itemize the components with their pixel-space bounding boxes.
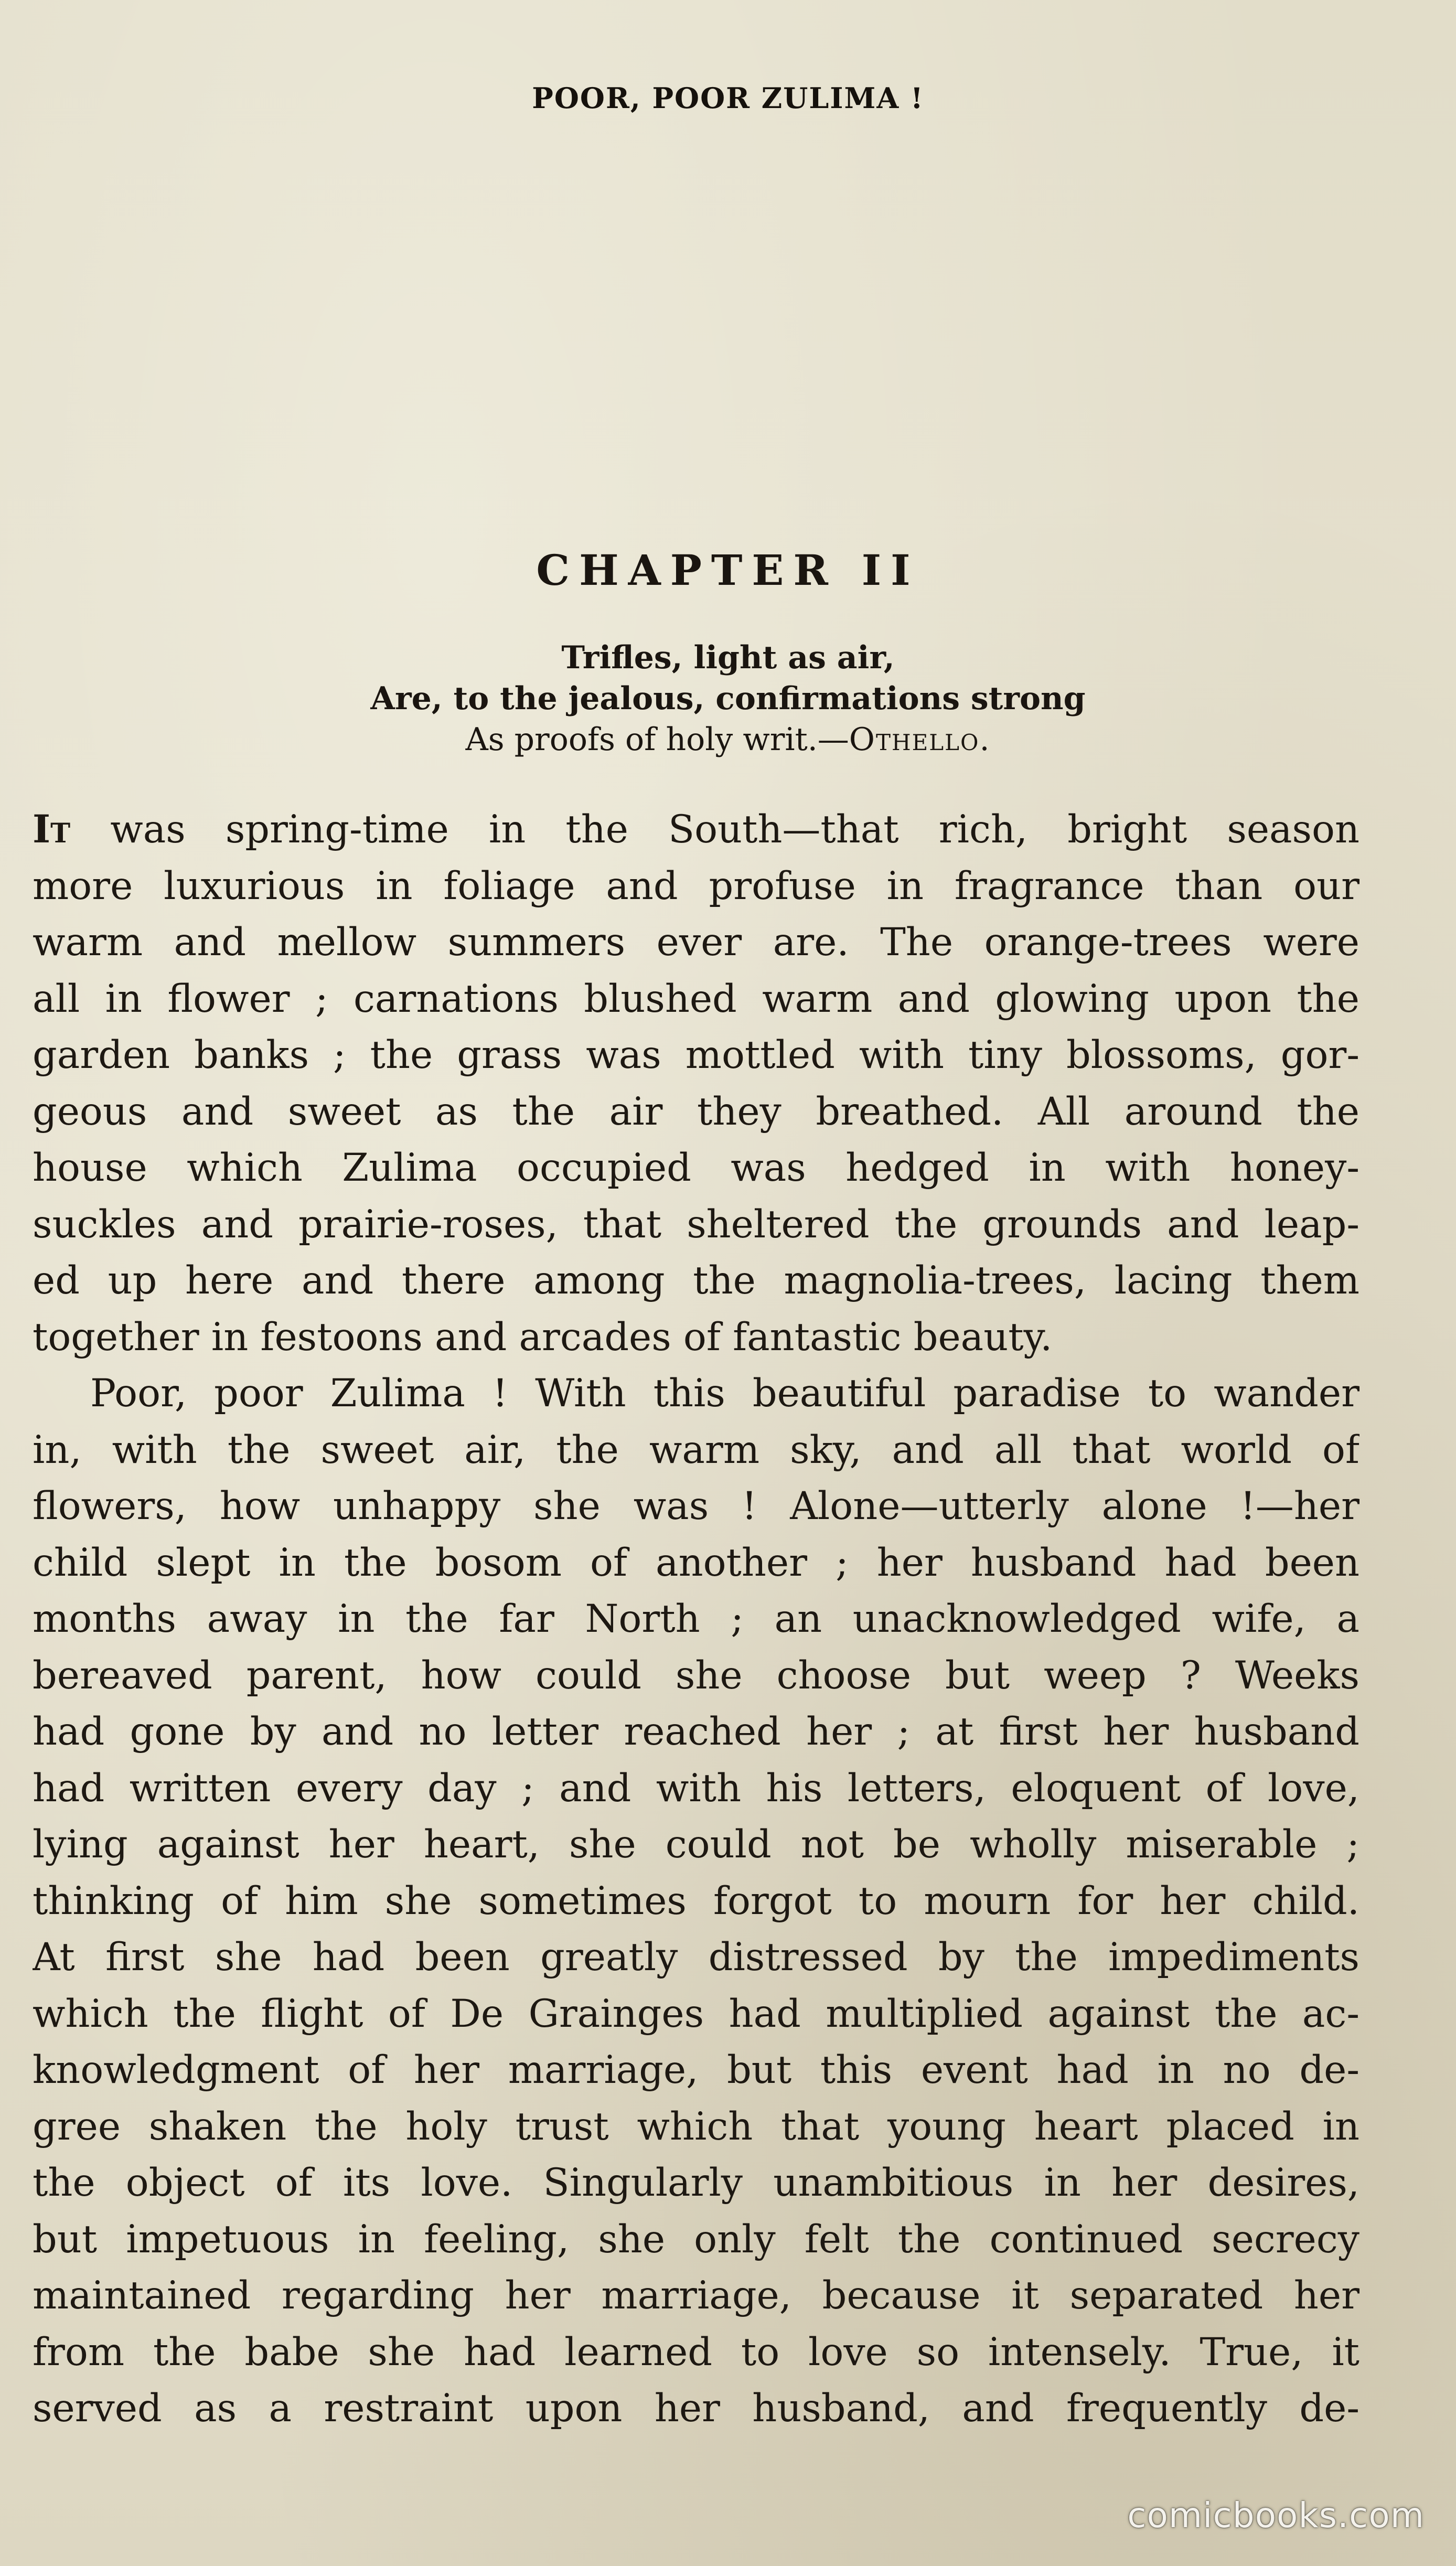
body-line — [33, 801, 1359, 858]
body-line: child slept in the bosom of another ; her husband had been — [33, 1540, 1359, 1585]
body-line: suckles and prairie-roses, that sheltered the grounds and leap- — [33, 1202, 1359, 1247]
body-line: had gone by and no letter reached her ; at first her husband — [33, 1709, 1359, 1754]
body-line: more luxurious in foliage and profuse in fragrance than our — [33, 863, 1359, 908]
body-line: bereaved parent, how could she choose but weep ? Weeks — [33, 1653, 1359, 1698]
body-line: knowledgment of her marriage, but this event had in no de- — [33, 2048, 1359, 2092]
watermark: comicbooks.com — [1127, 2495, 1425, 2536]
body-line: thinking of him she sometimes forgot to mourn for her child. — [33, 1878, 1359, 1923]
body-line: lying against her heart, she could not be wholly miserable ; — [33, 1822, 1359, 1867]
body-line: but impetuous in feeling, she only felt the continued secrecy — [33, 2217, 1359, 2262]
epigraph — [0, 637, 1456, 760]
body-line: which the flight of De Grainges had multiplied against the ac- — [33, 1991, 1359, 2036]
body-line: all in flower ; carnations blushed warm and glowing upon the — [33, 976, 1359, 1021]
body-line: together in festoons and arcades of fantastic beauty. — [33, 1314, 1053, 1360]
body-line: flowers, how unhappy she was ! Alone—utterly alone !—her — [33, 1484, 1359, 1528]
epigraph-line-text: As proofs of holy writ.— — [465, 721, 849, 758]
drop-cap: It — [33, 807, 71, 852]
facing-page-bleed-through — [42, 178, 1385, 467]
body-line: in, with the sweet air, the warm sky, and all that world of — [33, 1427, 1359, 1472]
chapter-body — [33, 801, 1359, 2437]
body-line: gree shaken the holy trust which that young heart placed in — [33, 2104, 1359, 2149]
epigraph-line: Trifles, light as air, — [561, 639, 895, 676]
body-line-text: was spring-time in the South—that rich, bright season — [70, 807, 1359, 852]
epigraph-line: Are, to the jealous, confirmations strong — [370, 680, 1086, 717]
body-line: from the babe she had learned to love so intensely. True, it — [33, 2329, 1359, 2375]
body-line: the object of its love. Singularly unambitious in her desires, — [33, 2161, 1359, 2205]
body-line: served as a restraint upon her husband, and frequently de- — [33, 2386, 1359, 2431]
body-line: had written every day ; and with his letters, eloquent of love, — [33, 1766, 1359, 1811]
chapter-title: CHAPTER II — [536, 546, 920, 595]
body-line: ed up here and there among the magnolia-trees, lacing them — [33, 1258, 1359, 1303]
running-head: POOR, POOR ZULIMA ! — [532, 81, 924, 115]
epigraph-attribution: Othello. — [849, 721, 991, 758]
body-line: maintained regarding her marriage, because it separated her — [33, 2273, 1359, 2318]
body-line: At first she had been greatly distressed by the impediments — [33, 1935, 1359, 1980]
body-line: garden banks ; the grass was mottled with tiny blossoms, gor- — [33, 1033, 1359, 1077]
body-line: months away in the far North ; an unacknowledged wife, a — [33, 1597, 1359, 1641]
body-line: warm and mellow summers ever are. The orange-trees were — [33, 920, 1359, 965]
body-line: Poor, poor Zulima ! With this beautiful paradise to wander — [90, 1371, 1359, 1416]
body-line: house which Zulima occupied was hedged in with honey- — [33, 1146, 1359, 1190]
body-line: geous and sweet as the air they breathed. All around the — [33, 1089, 1359, 1134]
epigraph-line — [0, 719, 1456, 760]
